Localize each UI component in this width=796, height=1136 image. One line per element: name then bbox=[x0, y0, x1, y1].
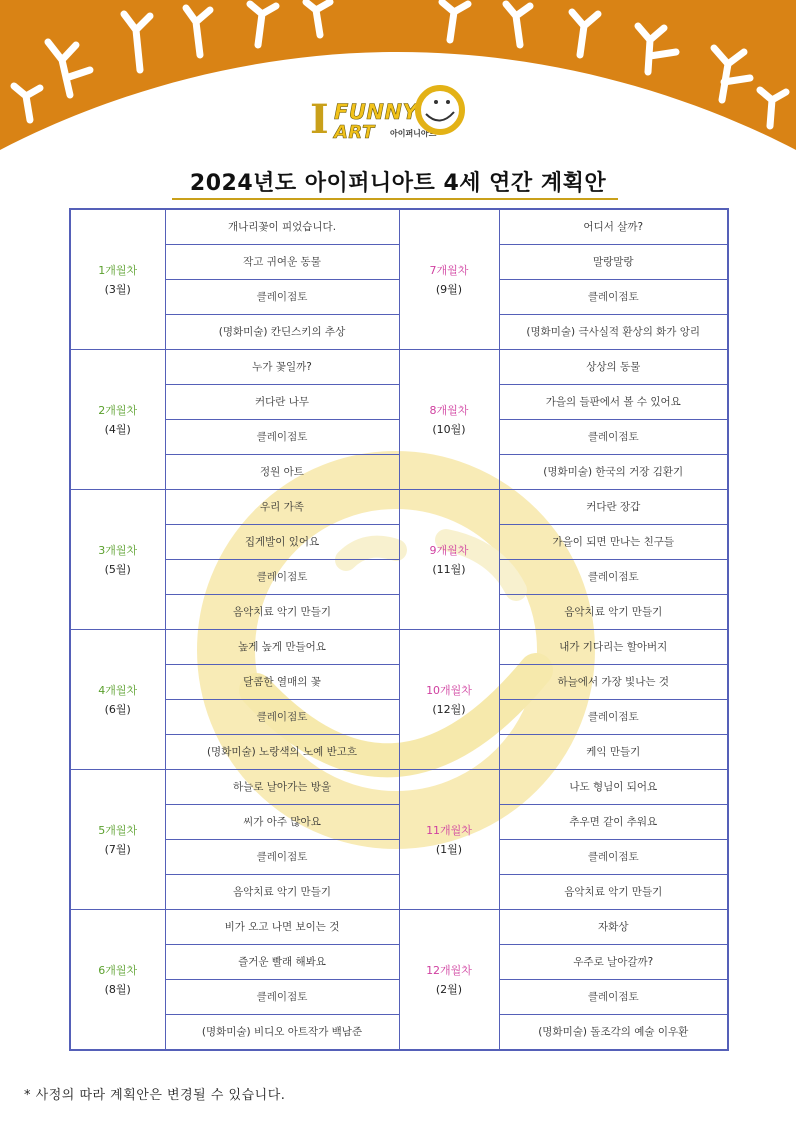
month-cell-left bbox=[70, 490, 165, 630]
month-sub: (10월) bbox=[432, 422, 466, 436]
activity-cell: 추우면 같이 추워요 bbox=[499, 805, 728, 840]
month-sub: (3월) bbox=[104, 282, 131, 296]
month-cell-right bbox=[399, 910, 499, 1051]
activity-cell: (명화미술) 비디오 아트작가 백남준 bbox=[165, 1015, 399, 1051]
month-label: 1개월차 bbox=[98, 263, 138, 277]
activity-cell: 비가 오고 나면 보이는 것 bbox=[165, 910, 399, 945]
month-cell-left bbox=[70, 910, 165, 1051]
activity-cell: 음악치료 악기 만들기 bbox=[165, 595, 399, 630]
month-sub: (1월) bbox=[435, 842, 463, 856]
activity-cell: 집게발이 있어요 bbox=[165, 525, 399, 560]
activity-cell: 클레이점토 bbox=[499, 420, 728, 455]
activity-cell: 커다란 장갑 bbox=[499, 490, 728, 525]
month-sub: (7월) bbox=[104, 842, 131, 856]
activity-cell: 가을이 되면 만나는 친구들 bbox=[499, 525, 728, 560]
month-sub: (12월) bbox=[432, 702, 466, 716]
logo-word-funny: FUNNY bbox=[334, 100, 419, 124]
month-label: 11개월차 bbox=[426, 823, 472, 837]
activity-cell: 가을의 들판에서 볼 수 있어요 bbox=[499, 385, 728, 420]
activity-cell: 내가 기다리는 할아버지 bbox=[499, 630, 728, 665]
title-underline bbox=[172, 198, 618, 200]
activity-cell: 즐거운 빨래 해봐요 bbox=[165, 945, 399, 980]
activity-cell: 나도 형님이 되어요 bbox=[499, 770, 728, 805]
activity-cell: 클레이점토 bbox=[165, 980, 399, 1015]
activity-cell: 클레이점토 bbox=[499, 980, 728, 1015]
month-label: 12개월차 bbox=[426, 963, 472, 977]
activity-cell: (명화미술) 노랑색의 노예 반고흐 bbox=[165, 735, 399, 770]
logo-initial: I bbox=[310, 96, 329, 143]
activity-cell: 음악치료 악기 만들기 bbox=[499, 875, 728, 910]
activity-cell: (명화미술) 칸딘스키의 추상 bbox=[165, 315, 399, 350]
month-sub: (11월) bbox=[432, 562, 466, 576]
activity-cell: 우주로 날아갈까? bbox=[499, 945, 728, 980]
month-label: 6개월차 bbox=[98, 963, 138, 977]
activity-cell: 말랑말랑 bbox=[499, 245, 728, 280]
month-cell-right bbox=[399, 770, 499, 910]
activity-cell: 하늘로 날아가는 방울 bbox=[165, 770, 399, 805]
month-sub: (8월) bbox=[104, 982, 131, 996]
activity-cell: 클레이점토 bbox=[165, 700, 399, 735]
month-label: 10개월차 bbox=[426, 683, 472, 697]
month-cell-right bbox=[399, 490, 499, 630]
activity-cell: 달콤한 열매의 꽃 bbox=[165, 665, 399, 700]
activity-cell: 누가 꽃일까? bbox=[165, 350, 399, 385]
month-cell-left bbox=[70, 770, 165, 910]
activity-cell: (명화미술) 돌조각의 예술 이우환 bbox=[499, 1015, 728, 1051]
activity-cell: 작고 귀여운 동물 bbox=[165, 245, 399, 280]
month-label: 5개월차 bbox=[98, 823, 138, 837]
table-row bbox=[70, 770, 728, 805]
activity-cell: 클레이점토 bbox=[499, 840, 728, 875]
activity-cell: 케익 만들기 bbox=[499, 735, 728, 770]
activity-cell: 클레이점토 bbox=[165, 280, 399, 315]
month-sub: (6월) bbox=[104, 702, 131, 716]
activity-cell: 자화상 bbox=[499, 910, 728, 945]
activity-cell: 씨가 아주 많아요 bbox=[165, 805, 399, 840]
month-label: 4개월차 bbox=[98, 683, 138, 697]
footnote: * 사정의 따라 계획안은 변경될 수 있습니다. bbox=[24, 1088, 286, 1103]
month-sub: (5월) bbox=[104, 562, 131, 576]
month-cell-right bbox=[399, 350, 499, 490]
activity-cell: 우리 가족 bbox=[165, 490, 399, 525]
activity-cell: (명화미술) 한국의 거장 김환기 bbox=[499, 455, 728, 490]
activity-cell: 커다란 나무 bbox=[165, 385, 399, 420]
table-row bbox=[70, 490, 728, 525]
activity-cell: 높게 높게 만들어요 bbox=[165, 630, 399, 665]
brand-logo bbox=[308, 82, 478, 148]
month-sub: (2월) bbox=[435, 982, 463, 996]
logo-word-art: ART bbox=[334, 122, 375, 143]
activity-cell: 클레이점토 bbox=[165, 560, 399, 595]
month-cell-right bbox=[399, 209, 499, 350]
month-cell-right bbox=[399, 630, 499, 770]
activity-cell: 음악치료 악기 만들기 bbox=[165, 875, 399, 910]
activity-cell: 상상의 동물 bbox=[499, 350, 728, 385]
month-cell-left bbox=[70, 209, 165, 350]
activity-cell: 정원 아트 bbox=[165, 455, 399, 490]
activity-cell: 클레이점토 bbox=[499, 560, 728, 595]
activity-cell: 클레이점토 bbox=[165, 840, 399, 875]
month-label: 8개월차 bbox=[429, 403, 469, 417]
activity-cell: 개나리꽃이 피었습니다. bbox=[165, 209, 399, 245]
month-label: 2개월차 bbox=[98, 403, 138, 417]
table-row bbox=[70, 209, 728, 245]
table-row bbox=[70, 350, 728, 385]
logo-korean-name: 아이퍼니아트 bbox=[390, 129, 437, 138]
activity-cell: 클레이점토 bbox=[499, 280, 728, 315]
smile-logo-icon bbox=[400, 82, 472, 142]
month-sub: (9월) bbox=[435, 282, 463, 296]
month-label: 9개월차 bbox=[429, 543, 469, 557]
activity-cell: 클레이점토 bbox=[499, 700, 728, 735]
annual-plan-table bbox=[69, 208, 729, 1051]
activity-cell: (명화미술) 극사실적 환상의 화가 앙리 bbox=[499, 315, 728, 350]
table-row bbox=[70, 910, 728, 945]
activity-cell: 어디서 살까? bbox=[499, 209, 728, 245]
month-sub: (4월) bbox=[104, 422, 131, 436]
month-label: 7개월차 bbox=[429, 263, 469, 277]
table-row bbox=[70, 630, 728, 665]
activity-cell: 하늘에서 가장 빛나는 것 bbox=[499, 665, 728, 700]
activity-cell: 클레이점토 bbox=[165, 420, 399, 455]
month-label: 3개월차 bbox=[98, 543, 138, 557]
page-title: 2024년도 아이퍼니아트 4세 연간 계획안 bbox=[189, 171, 607, 196]
activity-cell: 음악치료 악기 만들기 bbox=[499, 595, 728, 630]
month-cell-left bbox=[70, 350, 165, 490]
month-cell-left bbox=[70, 630, 165, 770]
